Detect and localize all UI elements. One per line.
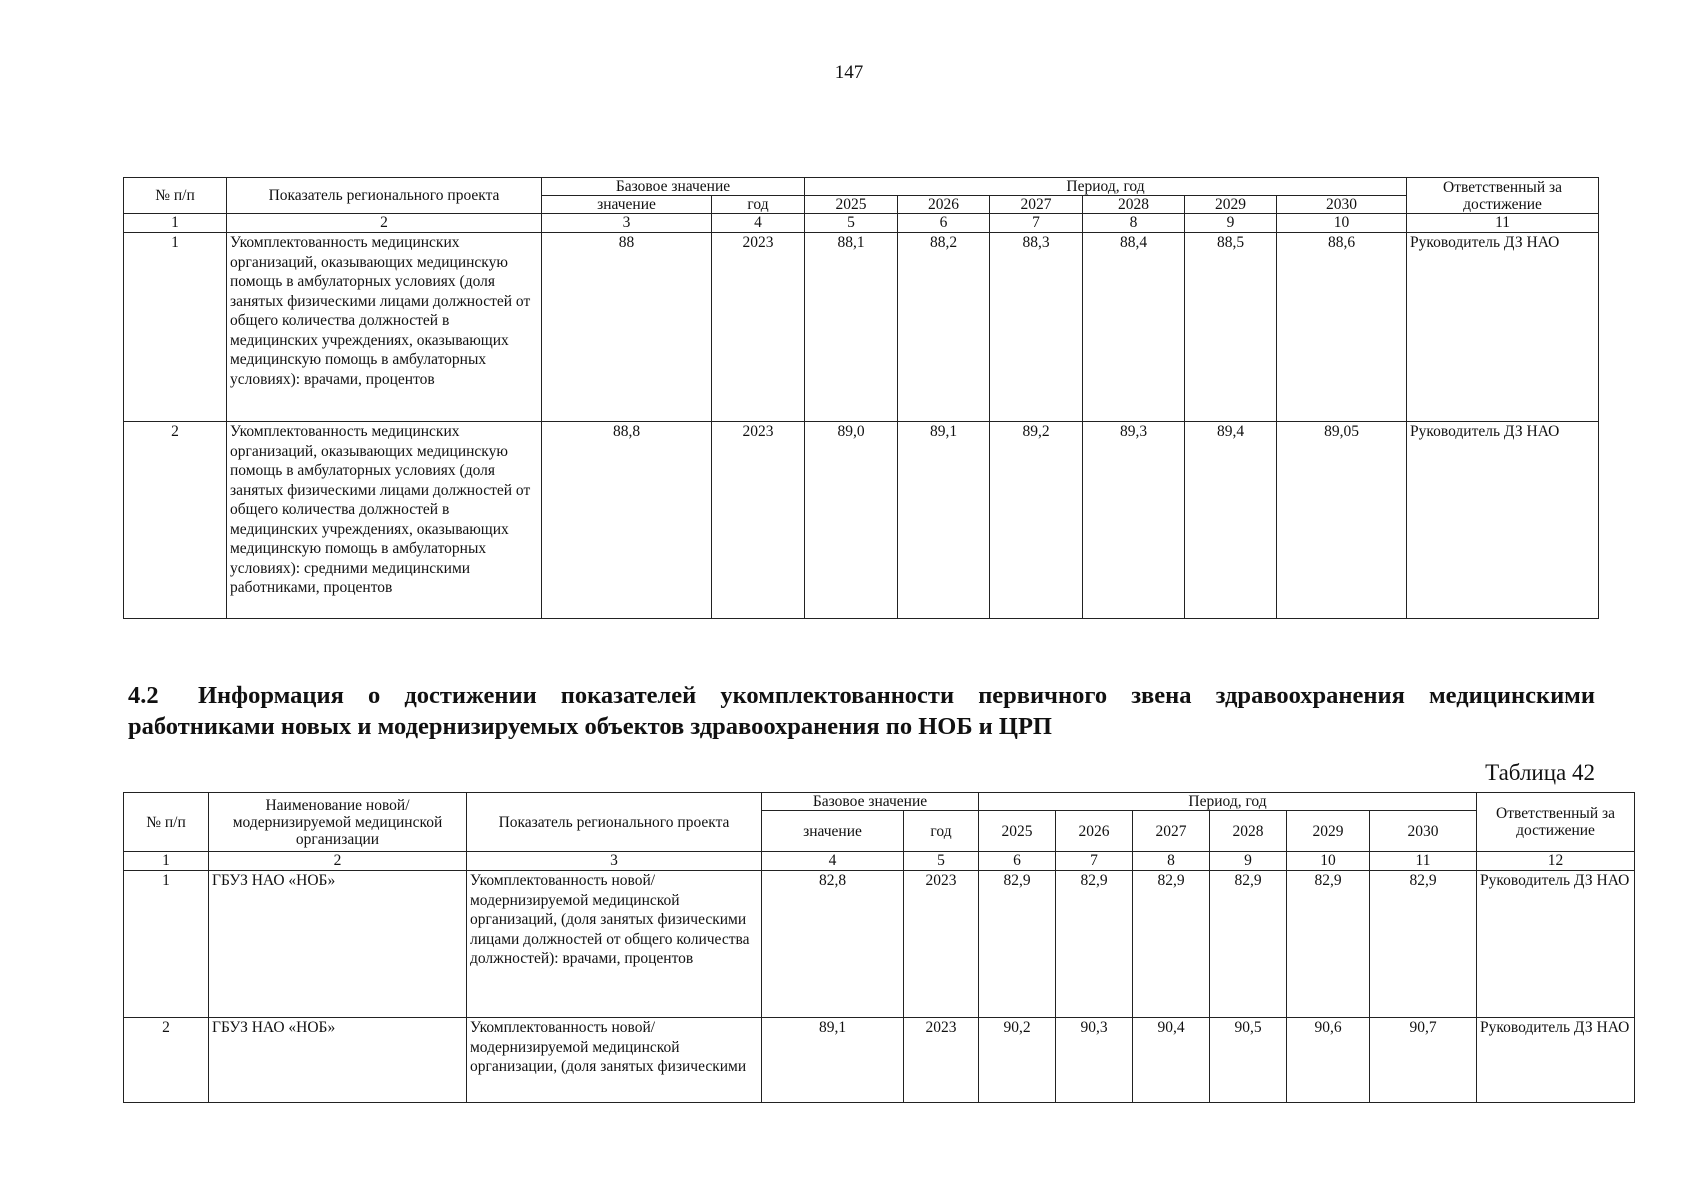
- row-org: ГБУЗ НАО «НОБ»: [209, 871, 467, 1018]
- row-base-value: 89,1: [762, 1018, 904, 1103]
- column-number-row: [124, 214, 1599, 233]
- row-year-value: 90,7: [1370, 1018, 1477, 1103]
- row-year-value: 89,2: [990, 422, 1083, 619]
- row-org: ГБУЗ НАО «НОБ»: [209, 1018, 467, 1103]
- row-num: 1: [124, 233, 227, 422]
- col-header-num: № п/п: [124, 178, 227, 214]
- section-number: 4.2: [128, 682, 159, 709]
- row-year-value: 82,9: [1056, 871, 1133, 1018]
- column-number: 10: [1287, 852, 1370, 871]
- row-year-value: 82,9: [1370, 871, 1477, 1018]
- column-number: 12: [1477, 852, 1635, 871]
- row-indicator: Укомплектованность новой/модернизируемой медицинской организации, (доля занятых физическими: [467, 1018, 762, 1103]
- column-number: 5: [805, 214, 898, 233]
- row-year-value: 89,0: [805, 422, 898, 619]
- row-year-value: 90,6: [1287, 1018, 1370, 1103]
- column-number: 6: [898, 214, 990, 233]
- col-header-base: Базовое значение: [762, 793, 979, 811]
- row-year-value: 89,1: [898, 422, 990, 619]
- row-year-value: 82,9: [1287, 871, 1370, 1018]
- row-year-value: 88,2: [898, 233, 990, 422]
- row-year-value: 89,4: [1185, 422, 1277, 619]
- col-header-year: 2028: [1210, 811, 1287, 852]
- row-indicator: Укомплектованность медицинских организаций, оказывающих медицинскую помощь в амбулаторных условиях (доля занятых физическими лицами должностей от общего количества должностей в медицинских учреждениях, оказывающих медицинскую помощь в амбулаторных условиях): средними медицинскими работниками, процентов: [227, 422, 542, 619]
- table-row: [124, 871, 1635, 1018]
- row-year-value: 89,05: [1277, 422, 1407, 619]
- row-year-value: 90,2: [979, 1018, 1056, 1103]
- col-header-base-year: год: [904, 811, 979, 852]
- table-header-row: [124, 793, 1635, 811]
- row-year-value: 90,4: [1133, 1018, 1210, 1103]
- row-responsible: Руководитель ДЗ НАО: [1477, 871, 1635, 1018]
- col-header-year: 2025: [805, 196, 898, 214]
- col-header-year: 2027: [1133, 811, 1210, 852]
- column-number: 2: [227, 214, 542, 233]
- col-header-year: 2030: [1370, 811, 1477, 852]
- col-header-base-year: год: [712, 196, 805, 214]
- row-year-value: 82,9: [1210, 871, 1287, 1018]
- row-responsible: Руководитель ДЗ НАО: [1477, 1018, 1635, 1103]
- table-caption: Таблица 42: [1485, 760, 1595, 785]
- row-base-value: 88,8: [542, 422, 712, 619]
- column-number: 5: [904, 852, 979, 871]
- row-num: 1: [124, 871, 209, 1018]
- column-number: 9: [1210, 852, 1287, 871]
- col-header-responsible: Ответственный за достижение: [1477, 793, 1635, 852]
- table-row: [124, 1018, 1635, 1103]
- column-number: 2: [209, 852, 467, 871]
- col-header-base-value: значение: [762, 811, 904, 852]
- col-header-indicator: Показатель регионального проекта: [467, 793, 762, 852]
- column-number: 7: [1056, 852, 1133, 871]
- row-responsible: Руководитель ДЗ НАО: [1407, 233, 1599, 422]
- row-num: 2: [124, 1018, 209, 1103]
- column-number: 4: [762, 852, 904, 871]
- col-header-year: 2028: [1083, 196, 1185, 214]
- column-number: 11: [1407, 214, 1599, 233]
- row-year-value: 90,3: [1056, 1018, 1133, 1103]
- row-year-value: 89,3: [1083, 422, 1185, 619]
- row-year-value: 82,9: [1133, 871, 1210, 1018]
- row-year-value: 82,9: [979, 871, 1056, 1018]
- col-header-year: 2026: [898, 196, 990, 214]
- col-header-year: 2027: [990, 196, 1083, 214]
- row-base-year: 2023: [712, 233, 805, 422]
- column-number: 1: [124, 852, 209, 871]
- row-base-year: 2023: [904, 871, 979, 1018]
- col-header-period: Период, год: [979, 793, 1477, 811]
- table-row: [124, 233, 1599, 422]
- row-base-year: 2023: [904, 1018, 979, 1103]
- row-indicator: Укомплектованность новой/модернизируемой медицинской организаций, (доля занятых физическими лицами должностей от общего количества должностей): врачами, процентов: [467, 871, 762, 1018]
- row-year-value: 88,6: [1277, 233, 1407, 422]
- row-year-value: 88,3: [990, 233, 1083, 422]
- row-responsible: Руководитель ДЗ НАО: [1407, 422, 1599, 619]
- indicators-table: [123, 177, 1599, 619]
- column-number: 8: [1083, 214, 1185, 233]
- row-base-year: 2023: [712, 422, 805, 619]
- col-header-year: 2030: [1277, 196, 1407, 214]
- column-number: 6: [979, 852, 1056, 871]
- col-header-base-value: значение: [542, 196, 712, 214]
- column-number: 7: [990, 214, 1083, 233]
- row-year-value: 88,5: [1185, 233, 1277, 422]
- row-indicator: Укомплектованность медицинских организаций, оказывающих медицинскую помощь в амбулаторных условиях (доля занятых физическими лицами должностей от общего количества должностей в медицинских учреждениях, оказывающих медицинскую помощь в амбулаторных условиях): врачами, процентов: [227, 233, 542, 422]
- column-number: 10: [1277, 214, 1407, 233]
- col-header-year: 2026: [1056, 811, 1133, 852]
- row-year-value: 88,4: [1083, 233, 1185, 422]
- col-header-org: Наименование новой/модернизируемой медицинской организации: [209, 793, 467, 852]
- column-number: 9: [1185, 214, 1277, 233]
- table-header-row: [124, 178, 1599, 196]
- row-base-value: 82,8: [762, 871, 904, 1018]
- column-number-row: [124, 852, 1635, 871]
- col-header-responsible: Ответственный за достижение: [1407, 178, 1599, 214]
- row-year-value: 88,1: [805, 233, 898, 422]
- col-header-year: 2029: [1287, 811, 1370, 852]
- column-number: 11: [1370, 852, 1477, 871]
- col-header-year: 2029: [1185, 196, 1277, 214]
- column-number: 1: [124, 214, 227, 233]
- facility-indicators-table: [123, 792, 1635, 1103]
- table-row: [124, 422, 1599, 619]
- column-number: 4: [712, 214, 805, 233]
- col-header-base: Базовое значение: [542, 178, 805, 196]
- col-header-num: № п/п: [124, 793, 209, 852]
- column-number: 3: [467, 852, 762, 871]
- page-number: 147: [834, 62, 864, 83]
- col-header-period: Период, год: [805, 178, 1407, 196]
- section-title: Информация о достижении показателей укомплектованности первичного звена здравоохранения медицинскими работниками новых и модернизируемых объектов здравоохранения по НОБ и ЦРП: [128, 682, 1595, 740]
- column-number: 3: [542, 214, 712, 233]
- col-header-year: 2025: [979, 811, 1056, 852]
- col-header-indicator: Показатель регионального проекта: [227, 178, 542, 214]
- row-year-value: 90,5: [1210, 1018, 1287, 1103]
- row-base-value: 88: [542, 233, 712, 422]
- row-num: 2: [124, 422, 227, 619]
- section-heading: [128, 680, 1595, 742]
- column-number: 8: [1133, 852, 1210, 871]
